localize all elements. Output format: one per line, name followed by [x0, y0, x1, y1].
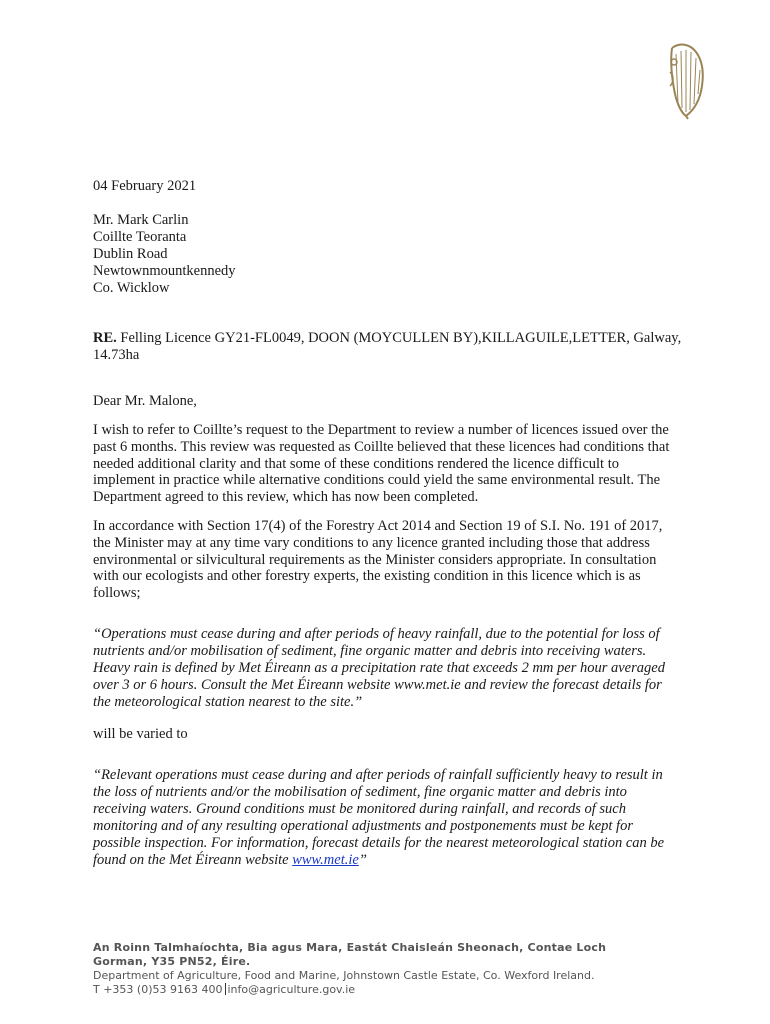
body-paragraph-1: I wish to refer to Coillte’s request to the Department to review a number of licences issued over the past 6 months. This review was requested as Coillte believed that these licences had conditions that needed additional clarity and that some of these conditions rendered the licence difficult to implement in practice while alternative conditions could yield the same environmental result. The Department agreed to this review, which has now been completed. — [93, 422, 670, 506]
recipient-address — [93, 212, 236, 297]
existing-condition-quote: “Operations must cease during and after periods of heavy rainfall, due to the potential for loss of nutrients and/or mobilisation of sediment, fine organic matter and debris into receiving waters. Heavy rain is defined by Met Éireann as a precipitation rate that exceeds 2 mm per hour averaged over 3 or 6 hours. Consult the Met Éireann website www.met.ie and review the forecast details for the meteorological station nearest to the site.” — [93, 626, 665, 710]
address-line: Newtownmountkennedy — [93, 263, 236, 279]
address-line: Coillte Teoranta — [93, 229, 187, 245]
new-condition-text: “Relevant operations must cease during and after periods of rainfall sufficiently heavy to result in the loss of nutrients and/or the mobilisation of sediment, fine organic matter and debris into receiving waters. Ground conditions must be monitored during rainfall, and records of such monitoring and of any resulting operational adjustments and postponements must be kept for possible inspection. For information, forecast details for the nearest meteorological station can be found on the Met Éireann website — [93, 767, 665, 868]
letter-footer — [93, 941, 653, 997]
quote-close: ” — [358, 852, 367, 868]
harp-crest-icon — [666, 42, 708, 120]
footer-english-address: Department of Agriculture, Food and Marine, Johnstown Castle Estate, Co. Wexford Ireland. — [93, 969, 595, 982]
varied-to-text: will be varied to — [93, 726, 188, 742]
subject-text: Felling Licence GY21-FL0049, DOON (MOYCULLEN BY),KILLAGUILE,LETTER, Galway, 14.73ha — [93, 330, 682, 363]
met-eireann-link[interactable]: www.met.ie — [292, 852, 359, 868]
salutation: Dear Mr. Malone, — [93, 393, 197, 409]
address-line: Co. Wicklow — [93, 280, 170, 296]
new-condition-quote — [93, 767, 683, 869]
footer-divider — [225, 983, 226, 995]
body-paragraph-2: In accordance with Section 17(4) of the Forestry Act 2014 and Section 19 of S.I. No. 191 of 2017, the Minister may at any time vary conditions to any licence granted including those that address environmental or silvicultural requirements as the Minister considers appropriate. In consultation with our ecologists and other forestry experts, the existing condition in this licence which is as follows; — [93, 518, 663, 602]
letter-date: 04 February 2021 — [93, 178, 197, 194]
address-line: Dublin Road — [93, 246, 168, 262]
address-line: Mr. Mark Carlin — [93, 212, 189, 228]
footer-phone: T +353 (0)53 9163 400 — [93, 983, 223, 996]
subject-label: RE. — [93, 330, 117, 346]
footer-email[interactable]: info@agriculture.gov.ie — [227, 983, 356, 996]
footer-contact — [93, 983, 653, 997]
footer-irish-address: An Roinn Talmhaíochta, Bia agus Mara, Eastát Chaisleán Sheonach, Contae Loch Gorman, Y35 PN52, Éire. — [93, 941, 607, 968]
subject-line — [93, 330, 683, 364]
